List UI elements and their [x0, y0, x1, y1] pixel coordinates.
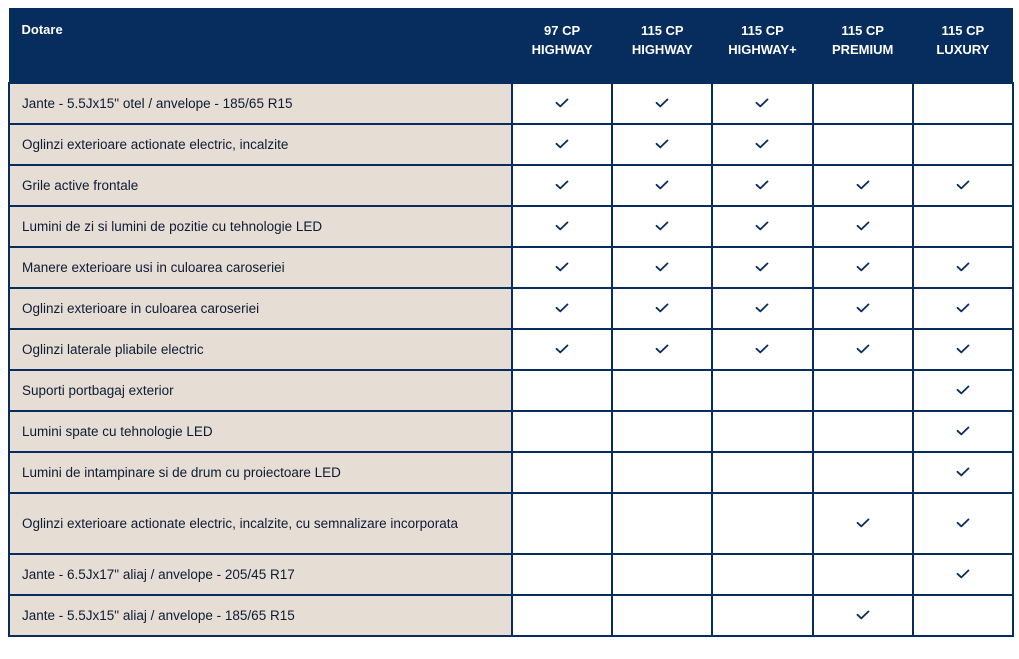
table-row [9, 554, 1013, 595]
equipment-table [8, 8, 1014, 637]
variant-power: 115 CP [640, 23, 684, 38]
availability-cell-included [612, 83, 712, 124]
header-variant [612, 8, 712, 83]
variant-power: 97 CP [544, 23, 581, 38]
checkmark-icon [555, 221, 569, 231]
availability-cell-included [612, 165, 712, 206]
availability-cell-empty [512, 370, 612, 411]
availability-cell-empty [512, 493, 612, 554]
variant-trim: PREMIUM [831, 42, 894, 57]
checkmark-icon [555, 180, 569, 190]
availability-cell-empty [712, 452, 812, 493]
checkmark-icon [856, 344, 870, 354]
checkmark-icon [856, 180, 870, 190]
checkmark-icon [755, 98, 769, 108]
feature-name: Jante - 6.5Jx17" aliaj / anvelope - 205/45 R17 [9, 554, 512, 595]
checkmark-icon [956, 518, 970, 528]
checkmark-icon [956, 569, 970, 579]
equipment-table-wrapper [8, 8, 1014, 637]
table-row [9, 206, 1013, 247]
checkmark-icon [755, 303, 769, 313]
checkmark-icon [956, 385, 970, 395]
availability-cell-included [612, 247, 712, 288]
feature-name: Lumini de intampinare si de drum cu proiectoare LED [9, 452, 512, 493]
availability-cell-empty [512, 595, 612, 636]
checkmark-icon [956, 180, 970, 190]
availability-cell-empty [813, 124, 913, 165]
checkmark-icon [555, 262, 569, 272]
feature-name: Suporti portbagaj exterior [9, 370, 512, 411]
checkmark-icon [555, 344, 569, 354]
availability-cell-included [712, 124, 812, 165]
table-row [9, 452, 1013, 493]
checkmark-icon [856, 303, 870, 313]
table-body [9, 83, 1013, 636]
table-row [9, 370, 1013, 411]
checkmark-icon [655, 262, 669, 272]
availability-cell-included [913, 411, 1013, 452]
variant-power: 115 CP [941, 23, 985, 38]
availability-cell-empty [612, 595, 712, 636]
variant-trim: HIGHWAY [531, 42, 593, 57]
availability-cell-empty [813, 452, 913, 493]
availability-cell-included [512, 247, 612, 288]
checkmark-icon [755, 139, 769, 149]
feature-name: Lumini de zi si lumini de pozitie cu tehnologie LED [9, 206, 512, 247]
availability-cell-included [813, 493, 913, 554]
availability-cell-empty [712, 493, 812, 554]
header-row [9, 8, 1013, 83]
availability-cell-included [813, 288, 913, 329]
availability-cell-empty [512, 452, 612, 493]
table-row [9, 411, 1013, 452]
checkmark-icon [655, 139, 669, 149]
availability-cell-included [612, 124, 712, 165]
checkmark-icon [956, 467, 970, 477]
feature-name: Manere exterioare usi in culoarea caroseriei [9, 247, 512, 288]
availability-cell-empty [712, 595, 812, 636]
checkmark-icon [555, 139, 569, 149]
table-row [9, 247, 1013, 288]
availability-cell-included [712, 329, 812, 370]
availability-cell-included [612, 206, 712, 247]
availability-cell-empty [512, 411, 612, 452]
availability-cell-empty [813, 370, 913, 411]
checkmark-icon [856, 610, 870, 620]
checkmark-icon [856, 518, 870, 528]
variant-trim: HIGHWAY [631, 42, 693, 57]
variant-trim: LUXURY [936, 42, 990, 57]
availability-cell-included [913, 370, 1013, 411]
availability-cell-included [813, 247, 913, 288]
feature-name: Jante - 5.5Jx15" otel / anvelope - 185/65 R15 [9, 83, 512, 124]
table-row [9, 83, 1013, 124]
table-row [9, 595, 1013, 636]
feature-name: Oglinzi laterale pliabile electric [9, 329, 512, 370]
availability-cell-included [913, 452, 1013, 493]
checkmark-icon [755, 221, 769, 231]
checkmark-icon [555, 303, 569, 313]
availability-cell-included [612, 288, 712, 329]
checkmark-icon [856, 221, 870, 231]
table-row [9, 493, 1013, 554]
availability-cell-included [712, 206, 812, 247]
checkmark-icon [956, 426, 970, 436]
checkmark-icon [655, 303, 669, 313]
availability-cell-included [913, 247, 1013, 288]
checkmark-icon [655, 98, 669, 108]
availability-cell-empty [913, 595, 1013, 636]
availability-cell-empty [712, 411, 812, 452]
availability-cell-empty [612, 554, 712, 595]
availability-cell-included [712, 288, 812, 329]
availability-cell-included [512, 329, 612, 370]
checkmark-icon [956, 262, 970, 272]
feature-name: Oglinzi exterioare in culoarea caroseriei [9, 288, 512, 329]
availability-cell-empty [813, 554, 913, 595]
header-variant [712, 8, 812, 83]
availability-cell-included [512, 83, 612, 124]
availability-cell-included [712, 247, 812, 288]
availability-cell-empty [612, 493, 712, 554]
availability-cell-empty [913, 124, 1013, 165]
feature-name: Lumini spate cu tehnologie LED [9, 411, 512, 452]
availability-cell-empty [913, 83, 1013, 124]
availability-cell-included [512, 124, 612, 165]
checkmark-icon [655, 344, 669, 354]
availability-cell-empty [512, 554, 612, 595]
availability-cell-included [913, 165, 1013, 206]
table-row [9, 165, 1013, 206]
header-feature-label: Dotare [9, 8, 512, 83]
feature-name: Oglinzi exterioare actionate electric, incalzite, cu semnalizare incorporata [9, 493, 512, 554]
checkmark-icon [755, 344, 769, 354]
variant-power: 115 CP [741, 23, 784, 38]
checkmark-icon [555, 98, 569, 108]
availability-cell-empty [712, 554, 812, 595]
availability-cell-included [813, 329, 913, 370]
header-variant [512, 8, 612, 83]
checkmark-icon [755, 180, 769, 190]
table-row [9, 124, 1013, 165]
availability-cell-empty [712, 370, 812, 411]
checkmark-icon [655, 180, 669, 190]
availability-cell-included [712, 165, 812, 206]
feature-name: Grile active frontale [9, 165, 512, 206]
availability-cell-empty [612, 411, 712, 452]
feature-name: Oglinzi exterioare actionate electric, incalzite [9, 124, 512, 165]
variant-power: 115 CP [841, 23, 884, 38]
checkmark-icon [856, 262, 870, 272]
availability-cell-included [512, 206, 612, 247]
table-row [9, 288, 1013, 329]
checkmark-icon [956, 303, 970, 313]
availability-cell-included [712, 83, 812, 124]
availability-cell-included [913, 288, 1013, 329]
availability-cell-included [612, 329, 712, 370]
availability-cell-empty [612, 452, 712, 493]
table-row [9, 329, 1013, 370]
availability-cell-empty [813, 411, 913, 452]
availability-cell-included [813, 595, 913, 636]
availability-cell-included [913, 493, 1013, 554]
variant-trim: HIGHWAY+ [728, 42, 797, 57]
checkmark-icon [755, 262, 769, 272]
availability-cell-included [913, 329, 1013, 370]
availability-cell-included [913, 554, 1013, 595]
checkmark-icon [956, 344, 970, 354]
availability-cell-empty [913, 206, 1013, 247]
feature-name: Jante - 5.5Jx15" aliaj / anvelope - 185/65 R15 [9, 595, 512, 636]
header-variant [913, 8, 1013, 83]
availability-cell-included [512, 288, 612, 329]
checkmark-icon [655, 221, 669, 231]
availability-cell-empty [813, 83, 913, 124]
availability-cell-included [512, 165, 612, 206]
availability-cell-included [813, 206, 913, 247]
availability-cell-empty [612, 370, 712, 411]
availability-cell-included [813, 165, 913, 206]
header-variant [813, 8, 913, 83]
